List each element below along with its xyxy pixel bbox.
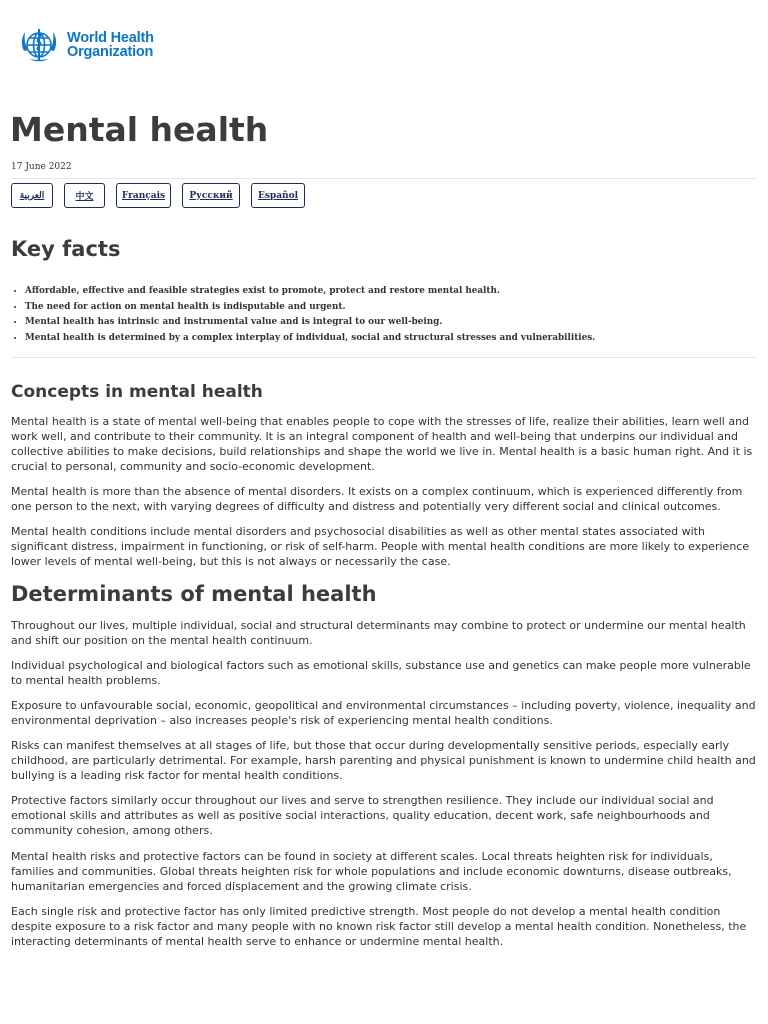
language-button-russian[interactable]: Русский (182, 183, 240, 208)
concepts-paragraph: Mental health conditions include mental disorders and psychosocial disabilities as well as other mental states associated with significant distress, impairment in functioning, or risk of self-harm. People with mental health conditions are more likely to experience lower levels of mental well-being, but this is not always or necessarily the case. (11, 525, 750, 568)
logo-line-2: Organization (67, 44, 154, 60)
language-button-spanish[interactable]: Español (251, 183, 305, 208)
language-button-french[interactable]: Français (116, 183, 171, 208)
determinants-heading: Determinants of mental health (11, 582, 377, 606)
language-button-arabic[interactable]: العربية (11, 183, 53, 208)
determinants-paragraph: Mental health risks and protective factors can be found in society at different scales. Local threats heighten risk for individuals, families and communities. Global threats heighten risk for whole populations and include economic downturns, disease outbreaks, humanitarian emergencies and forced displacement and the growing climate crisis. (11, 850, 732, 893)
determinants-paragraph: Risks can manifest themselves at all stages of life, but those that occur during developmentally sensitive periods, especially early childhood, are particularly detrimental. For example, harsh parenting and physical punishment is known to undermine child health and bullying is a leading risk factor for mental health conditions. (11, 739, 756, 782)
list-item: • The need for action on mental health is indisputable and urgent. (25, 300, 595, 316)
language-selector (11, 183, 305, 208)
page-title: Mental health (10, 110, 269, 149)
key-facts-heading: Key facts (11, 237, 121, 261)
divider (11, 357, 757, 358)
language-button-chinese[interactable]: 中文 (64, 183, 105, 208)
concepts-paragraph: Mental health is a state of mental well-being that enables people to cope with the stresses of life, realize their abilities, learn well and work well, and contribute to their community. It is an integral component of health and well-being that underpins our individual and collective abilities to make decisions, build relationships and shape the world we live in. Mental health is a basic human right. And it is crucial to personal, community and socio-economic development. (11, 415, 753, 473)
who-logo[interactable] (17, 24, 154, 66)
publish-date: 17 June 2022 (11, 162, 72, 172)
who-emblem-icon (17, 24, 61, 66)
concepts-heading: Concepts in mental health (11, 382, 263, 402)
key-facts-list (11, 284, 595, 346)
determinants-paragraph: Protective factors similarly occur throughout our lives and serve to strengthen resilience. They include our individual social and emotional skills and attributes as well as positive social interactions, quality education, decent work, safe neighbourhoods and community cohesion, among others. (11, 794, 714, 837)
determinants-paragraph: Throughout our lives, multiple individual, social and structural determinants may combine to protect or undermine our mental health and shift our position on the mental health continuum. (11, 619, 746, 647)
list-item: • Mental health has intrinsic and instrumental value and is integral to our well-being. (25, 315, 595, 331)
determinants-paragraph: Exposure to unfavourable social, economic, geopolitical and environmental circumstances – including poverty, violence, inequality and environmental deprivation – also increases people's risk of experiencing mental health conditions. (11, 699, 756, 727)
determinants-paragraph: Individual psychological and biological factors such as emotional skills, substance use and genetics can make people more vulnerable to mental health problems. (11, 659, 751, 687)
list-item: • Affordable, effective and feasible strategies exist to promote, protect and restore mental health. (25, 284, 595, 300)
logo-line-1: World Health (67, 30, 154, 46)
list-item: • Mental health is determined by a complex interplay of individual, social and structural stresses and vulnerabilities. (25, 331, 595, 347)
determinants-paragraph: Each single risk and protective factor has only limited predictive strength. Most people do not develop a mental health condition despite exposure to a risk factor and many people with no known risk factor still develop a mental health condition. Nonetheless, the interacting determinants of mental health serve to enhance or undermine mental health. (11, 905, 747, 948)
concepts-paragraph: Mental health is more than the absence of mental disorders. It exists on a complex continuum, which is experienced differently from one person to the next, with varying degrees of difficulty and distress and potentially very different social and clinical outcomes. (11, 485, 743, 513)
divider (11, 178, 757, 179)
